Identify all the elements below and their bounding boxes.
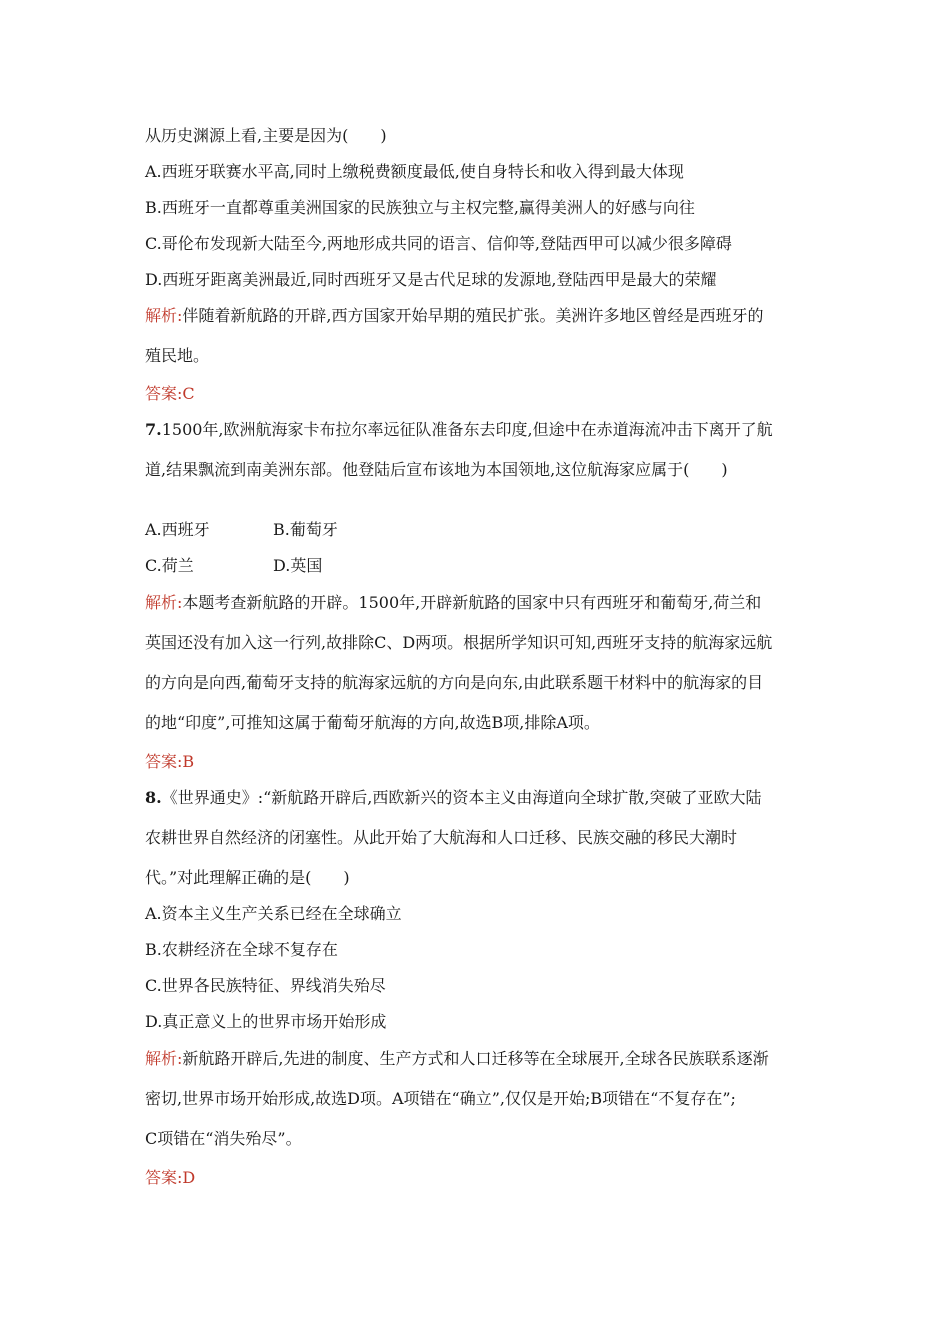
q8-stem-line-2: 农耕世界自然经济的闭塞性。从此开始了大航海和人口迁移、民族交融的移民大潮时 [145,828,738,847]
q6-option-c: C.哥伦布发现新大陆至今,两地形成共同的语言、信仰等,登陆西甲可以减少很多障碍 [145,234,732,253]
q8-stem-line-1: 8.《世界通史》:“新航路开辟后,西欧新兴的资本主义由海道向全球扩散,突破了亚欧大陆 [145,788,762,807]
q7-analysis-line-1: 解析:本题考查新航路的开辟。1500年,开辟新航路的国家中只有西班牙和葡萄牙,荷兰和 [145,593,762,612]
q8-analysis-line-2: 密切,世界市场开始形成,故选D项。A项错在“确立”,仅仅是开始;B项错在“不复存在”; [145,1089,736,1108]
q7-option-d: D.英国 [273,556,323,575]
q7-number: 7. [145,420,162,439]
q8-analysis-line-3: C项错在“消失殆尽”。 [145,1129,302,1148]
q8-option-c: C.世界各民族特征、界线消失殆尽 [145,976,386,995]
q6-analysis-line-2: 殖民地。 [145,346,210,365]
q7-analysis-label: 解析: [145,593,183,612]
q8-analysis-label: 解析: [145,1049,183,1068]
q7-option-c: C.荷兰 [145,556,194,575]
q7-options-row-1 [145,520,210,540]
q7-option-b: B.葡萄牙 [273,520,338,539]
q7-answer: 答案:B [145,752,195,771]
q6-analysis-line-1: 解析:伴随着新航路的开辟,西方国家开始早期的殖民扩张。美洲许多地区曾经是西班牙的 [145,306,764,325]
q8-option-b: B.农耕经济在全球不复存在 [145,940,338,959]
q8-answer: 答案:D [145,1168,196,1187]
q6-analysis-label: 解析: [145,306,183,325]
q7-analysis-line-2: 英国还没有加入这一行列,故排除C、D两项。根据所学知识可知,西班牙支持的航海家远航 [145,633,773,652]
q7-stem-line-1: 7.1500年,欧洲航海家卡布拉尔率远征队准备东去印度,但途中在赤道海流冲击下离开了航 [145,420,773,439]
q6-option-d: D.西班牙距离美洲最近,同时西班牙又是古代足球的发源地,登陆西甲是最大的荣耀 [145,270,717,289]
q7-analysis-line-4: 的地“印度”,可推知这属于葡萄牙航海的方向,故选B项,排除A项。 [145,713,600,732]
q7-option-a: A.西班牙 [145,520,210,539]
q6-option-a: A.西班牙联赛水平高,同时上缴税费额度最低,使自身特长和收入得到最大体现 [145,162,684,181]
q6-stem: 从历史渊源上看,主要是因为( ) [145,126,387,145]
q8-option-a: A.资本主义生产关系已经在全球确立 [145,904,402,923]
q8-number: 8. [145,788,162,807]
q8-option-d: D.真正意义上的世界市场开始形成 [145,1012,387,1031]
q8-stem-line-3: 代。”对此理解正确的是( ) [145,868,350,887]
q6-option-b: B.西班牙一直都尊重美洲国家的民族独立与主权完整,赢得美洲人的好感与向往 [145,198,695,217]
q6-answer: 答案:C [145,384,195,403]
q7-stem-line-2: 道,结果飘流到南美洲东部。他登陆后宣布该地为本国领地,这位航海家应属于( ) [145,460,728,479]
q7-analysis-line-3: 的方向是向西,葡萄牙支持的航海家远航的方向是向东,由此联系题干材料中的航海家的目 [145,673,764,692]
q8-analysis-line-1: 解析:新航路开辟后,先进的制度、生产方式和人口迁移等在全球展开,全球各民族联系逐渐 [145,1049,769,1068]
